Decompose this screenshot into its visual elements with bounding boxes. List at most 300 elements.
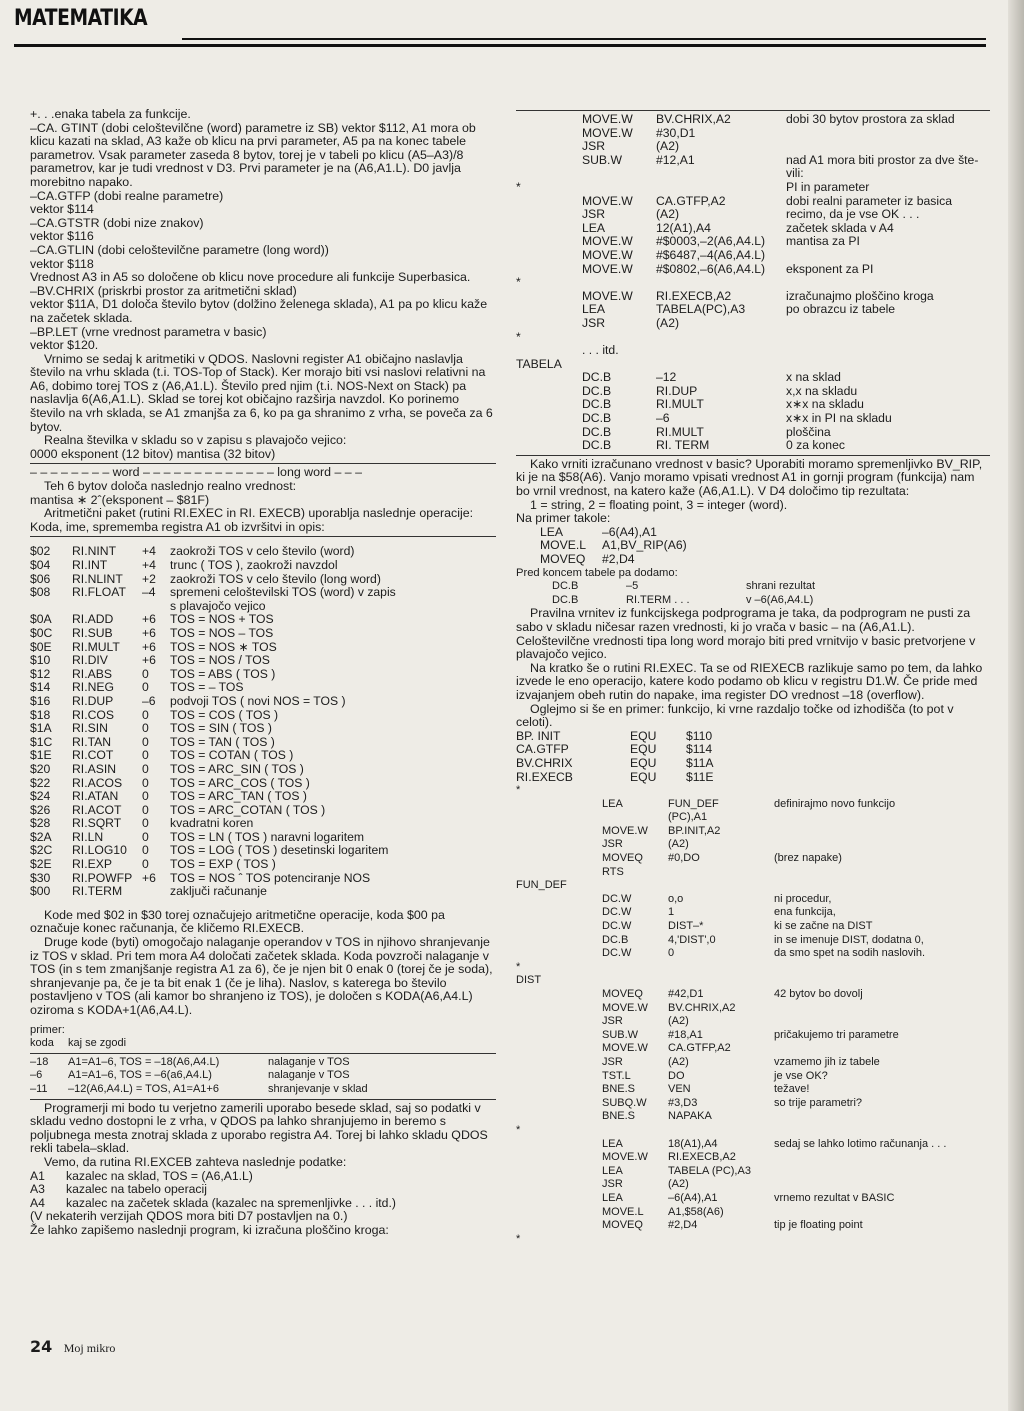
operation-row-cell xyxy=(30,600,72,614)
operation-row-cell: RI.ADD xyxy=(72,612,114,627)
paragraph-riexec: Na kratko še o rutini RI.EXEC. Ta se od RIEXECB razlikuje samo po tem, da lahko izvede le eno operacijo, katere kodo podamo ob klicu v registru D1.W. Če pride med izvajanjem obeh rutin do napake, ima register DO vrednost –18 (overflow). xyxy=(516,660,983,702)
example-row-cell: –18 xyxy=(30,1055,49,1068)
operation-row-cell: +4 xyxy=(142,544,156,559)
code-line-cell xyxy=(774,879,882,893)
operation-row-cell: $0A xyxy=(30,612,52,627)
code-line-cell: TABELA xyxy=(516,356,562,371)
mantissa-formula: mantisa ∗ 2ˆ(eksponent – $81F) xyxy=(30,492,210,507)
operation-row-cell: RI.DUP xyxy=(72,693,114,708)
operation-row-cell: RI.LOG10 xyxy=(72,843,127,858)
operation-row xyxy=(30,681,496,695)
code-line xyxy=(540,526,780,540)
code-line-cell: * xyxy=(516,179,521,194)
code-line-cell: 0 za konec xyxy=(786,438,845,453)
operation-row-cell: 0 xyxy=(142,734,149,749)
example-row-cell: A1=A1–6, TOS = –6(a6,A4.L) xyxy=(68,1069,212,1082)
operation-row-cell: +2 xyxy=(142,571,156,586)
code-line-cell xyxy=(786,317,990,331)
operation-row-cell: TOS = NOS / TOS xyxy=(170,653,270,668)
code-line-cell: MOVE.W xyxy=(602,1042,648,1055)
code-line xyxy=(540,539,780,553)
operation-row-cell: RI.COS xyxy=(72,707,114,722)
intro-line: Vrednost A3 in A5 so določene ob klicu nove procedure ali funkcije Superbasica. xyxy=(30,270,471,285)
code-line-cell xyxy=(516,412,582,426)
code-line-cell: #$0003,–2(A6,A4.L) xyxy=(656,234,766,249)
code-line-cell xyxy=(774,1178,882,1192)
code-line-cell: (A2) xyxy=(656,207,680,222)
operation-row-cell: $18 xyxy=(30,707,51,722)
divider xyxy=(30,1099,496,1100)
equ-line-cell: $114 xyxy=(686,742,713,757)
operation-row-cell: $12 xyxy=(30,666,51,681)
operation-row-cell xyxy=(142,885,170,899)
code-line-cell: vrnemo rezultat v BASIC xyxy=(774,1191,895,1204)
operation-row xyxy=(30,559,496,573)
operation-row-cell: RI.ABS xyxy=(72,666,112,681)
code-line xyxy=(516,127,990,141)
code-line-cell xyxy=(516,811,602,825)
code-line-cell xyxy=(516,1178,602,1192)
code-line xyxy=(516,140,990,154)
operation-row-cell: $2C xyxy=(30,843,53,858)
code-line-cell xyxy=(668,866,774,880)
operation-row-cell: –4 xyxy=(142,585,156,600)
code-line xyxy=(516,1097,990,1111)
code-line-cell: po obrazcu iz tabele xyxy=(786,302,896,317)
requirement-row xyxy=(30,1183,496,1197)
operation-row-cell xyxy=(142,600,170,614)
code-line-cell xyxy=(516,1206,602,1220)
operation-row-cell: trunc ( TOS ), zaokroži navzdol xyxy=(170,558,338,572)
operation-row-cell: RI.ATAN xyxy=(72,789,119,804)
operation-row-cell: 0 xyxy=(142,666,149,681)
operation-row-cell: RI.MULT xyxy=(72,639,120,654)
left-column xyxy=(30,108,496,1338)
paragraph-stack-naming: Programerji mi bodo tu verjetno zamerili uporabo besede sklad, saj so podatki v skladu vedno dostopni le z vrha, v QDOS pa lahko shranjujemo in beremo s poljubnega mesta znotraj sklada z uporabo registra A4. Torej bi lahko skladu QDOS rekli tabela–sklad. xyxy=(30,1100,488,1156)
code-line-cell xyxy=(516,825,602,839)
code-line-cell xyxy=(602,974,668,988)
code-line-cell: #3,D3 xyxy=(668,1096,698,1109)
word-layout-line: – – – – – – – – word – – – – – – – – – – – – – long word – – – xyxy=(30,465,363,480)
code-line xyxy=(516,1124,990,1138)
example-header-row xyxy=(30,1037,496,1051)
operation-row-cell: TOS = NOS + TOS xyxy=(170,612,274,627)
code-line xyxy=(516,920,990,934)
code-line-cell: . . . itd. xyxy=(582,343,619,358)
code-line xyxy=(516,1002,990,1016)
example-row-cell: nalaganje v TOS xyxy=(268,1055,350,1068)
operation-row-cell: $28 xyxy=(30,816,51,831)
code-line xyxy=(516,195,990,209)
operation-row xyxy=(30,885,496,899)
code-line-cell: * xyxy=(516,1123,521,1136)
operation-row-cell: RI.TAN xyxy=(72,734,112,749)
intro-list xyxy=(30,108,496,353)
paragraph-other-codes: Druge kode (byti) omogočajo nalaganje operandov v TOS in njihovo shranjevanje iz TOS v sklad. Pri tem mora A4 določati začetek sklada. Koda povzroči nalaganje v TOS (in s tem zmanjšanje registra A1 za 6), če je njen bit 0 enak 0 (torej če je soda), shranjevanje pa, če je ta bit enak 1 (če je liha). Naslov, s katerega bo število postavljeno v TOS (ali kamor bo shranjeno iz TOS), je določen s KODA(A6,A4.L) oziroma s KODA+1(A6,A4.L). xyxy=(30,935,493,1017)
code-line-cell xyxy=(516,934,602,948)
code-line-cell: pričakujemo tri parametre xyxy=(774,1028,899,1041)
code-line xyxy=(516,906,990,920)
code-line-cell: vzamemo jih iz tabele xyxy=(774,1055,880,1068)
operation-row xyxy=(30,858,496,872)
equ-line xyxy=(516,743,776,757)
code-line xyxy=(516,1110,990,1124)
operation-row-cell: TOS = TAN ( TOS ) xyxy=(170,734,275,749)
code-line xyxy=(516,1042,990,1056)
code-line-cell: BNE.S xyxy=(602,1110,636,1123)
operation-row xyxy=(30,831,496,845)
code-line-cell xyxy=(516,1056,602,1070)
operation-row-cell: $24 xyxy=(30,789,51,804)
code-line-cell: DC.W xyxy=(602,920,632,933)
right-column xyxy=(516,108,990,1348)
paragraph-distance-example: Oglejmo si še en primer: funkcijo, ki vrne razdaljo točke od izhodišča (to pot v celoti). xyxy=(516,701,954,730)
operation-row-cell: $2E xyxy=(30,857,52,872)
operation-row-cell: TOS = LN ( TOS ) naravni logaritem xyxy=(170,829,365,844)
operation-row-cell: 0 xyxy=(142,707,149,722)
operation-row-cell: RI.SUB xyxy=(72,625,113,640)
code-line-cell: JSR xyxy=(602,1178,623,1191)
code-line xyxy=(516,317,990,331)
operation-row-cell: +6 xyxy=(142,653,156,668)
code-line-cell xyxy=(516,113,582,127)
operation-row xyxy=(30,600,496,614)
code-listing-return xyxy=(540,526,780,567)
code-line xyxy=(516,825,990,839)
operation-row-cell: RI.INT xyxy=(72,558,108,572)
code-line-cell xyxy=(516,398,582,412)
operation-row-cell: RI.TERM xyxy=(72,884,123,899)
example-table-header xyxy=(30,1037,496,1051)
operation-row-cell: zaključi računanje xyxy=(170,884,267,899)
code-line-cell: RI.MULT xyxy=(656,424,704,439)
code-line-cell xyxy=(582,331,656,345)
code-line xyxy=(516,412,990,426)
code-line-cell: MOVE.W xyxy=(582,288,633,303)
example-header-cell: kaj se zgodi xyxy=(68,1037,127,1050)
operation-row-cell: –6 xyxy=(142,693,156,708)
operation-row-cell: $20 xyxy=(30,761,51,776)
ops-table-caption: Koda, ime, sprememba registra A1 ob izvršitvi in opis: xyxy=(30,519,325,534)
code-line-cell: MOVE.W xyxy=(602,1151,648,1164)
operation-row-cell: $04 xyxy=(30,558,51,572)
code-line xyxy=(516,1083,990,1097)
operation-row xyxy=(30,668,496,682)
code-line-cell: RI.DUP xyxy=(656,383,698,398)
operation-row-cell: $00 xyxy=(30,884,51,899)
intro-line: –BP.LET (vrne vrednost parametra v basic) xyxy=(30,324,267,339)
operation-row xyxy=(30,872,496,886)
intro-line: +. . .enaka tabela za funkcije. xyxy=(30,107,191,121)
code-line-cell xyxy=(516,1110,602,1124)
code-line-cell: DC.B xyxy=(582,397,612,412)
operation-row-cell: RI.FLOAT xyxy=(72,585,126,600)
equ-line-cell: RI.EXECB xyxy=(516,769,573,784)
code-line-cell: DC.B xyxy=(582,383,612,398)
code-line-cell: VEN xyxy=(668,1083,691,1096)
code-line-cell: (A2) xyxy=(668,1178,689,1191)
code-line-cell: #42,D1 xyxy=(668,988,704,1000)
code-line xyxy=(516,879,990,893)
operation-row xyxy=(30,613,496,627)
code-line-cell: (PC),A1 xyxy=(668,811,708,824)
equ-line-cell: $11A xyxy=(686,755,714,770)
operation-row-cell: 0 xyxy=(142,761,149,776)
code-line-cell: RI.MULT xyxy=(656,397,704,412)
code-line-cell xyxy=(516,798,602,812)
example-row xyxy=(30,1069,496,1083)
intro-line: –CA.GTLIN (dobi celoštevilčne parametre (long word)) xyxy=(30,242,329,257)
code-line-cell: in se imenuje DIST, dodatna 0, xyxy=(774,933,924,946)
code-line-cell xyxy=(516,235,582,249)
code-line-cell: izračunajmo ploščino kroga xyxy=(786,288,934,303)
operation-row-cell: 0 xyxy=(142,789,149,804)
paragraph-float-format: Realna številka v skladu so v zapisu s plavajočo vejico: xyxy=(44,433,347,448)
code-line-cell xyxy=(516,920,602,934)
code-line xyxy=(516,784,990,798)
code-line xyxy=(552,594,912,608)
code-line-cell xyxy=(516,195,582,209)
code-line xyxy=(516,1015,990,1029)
operation-row-cell: $22 xyxy=(30,775,51,790)
equ-line-cell: EQU xyxy=(630,728,657,743)
code-line-cell xyxy=(774,784,882,798)
code-line-cell: je vse OK? xyxy=(774,1069,828,1082)
code-line-cell: DC.B xyxy=(582,438,612,453)
code-line-cell: o,o xyxy=(668,892,684,905)
code-line-cell: FUN_DEF xyxy=(516,879,567,892)
example-row-cell: A1=A1–6, TOS = –18(A6,A4.L) xyxy=(68,1055,220,1068)
operation-row-cell: 0 xyxy=(142,829,149,844)
code-line-cell: SUB.W xyxy=(602,1028,639,1041)
code-line-cell: BV.CHRIX,A2 xyxy=(656,112,731,126)
operation-row-cell: kvadratni koren xyxy=(170,816,254,831)
code-line-cell: RI.TERM . . . xyxy=(626,593,690,606)
code-line-cell xyxy=(516,127,582,141)
code-line-cell: MOVE.L xyxy=(540,538,587,553)
code-line-cell: težave! xyxy=(774,1083,810,1096)
code-line-cell: LEA xyxy=(602,797,623,810)
code-line-cell: RTS xyxy=(602,865,624,878)
code-line-cell: (A2) xyxy=(656,139,680,154)
operation-row-cell: TOS = EXP ( TOS ) xyxy=(170,857,276,872)
code-line-cell: JSR xyxy=(602,1015,623,1028)
code-line-cell: BP.INIT,A2 xyxy=(668,824,721,837)
operation-row xyxy=(30,573,496,587)
code-line-cell: (brez napake) xyxy=(774,852,842,865)
operation-row-cell: 0 xyxy=(142,680,149,695)
operation-row-cell: $1C xyxy=(30,734,53,749)
code-line-cell: DC.B xyxy=(582,370,612,385)
code-line-cell xyxy=(656,331,786,345)
code-line-cell xyxy=(516,140,582,154)
code-line-cell xyxy=(582,276,656,290)
code-line-cell xyxy=(668,1124,774,1138)
operation-row xyxy=(30,790,496,804)
code-line-cell: MOVE.W xyxy=(602,1001,648,1014)
code-line-cell: PI in parameter xyxy=(786,179,870,194)
operation-row-cell: RI.NLINT xyxy=(72,571,123,586)
code-line-cell xyxy=(516,208,582,222)
requirement-row-cell: A1 xyxy=(30,1168,45,1183)
code-line-cell: DIST–* xyxy=(668,920,704,933)
operation-row-cell: +6 xyxy=(142,625,156,640)
code-line-cell: RI. TERM xyxy=(656,438,710,453)
code-line-cell xyxy=(668,961,774,975)
operation-row-cell: TOS = COS ( TOS ) xyxy=(170,707,279,722)
code-line-cell: vili: xyxy=(786,166,804,181)
code-line-cell: #$0802,–6(A6,A4.L) xyxy=(656,261,766,276)
code-line xyxy=(516,426,990,440)
code-line xyxy=(516,1206,990,1220)
code-line xyxy=(516,154,990,168)
section-title: MATEMATIKA xyxy=(14,6,148,31)
code-line-cell: * xyxy=(516,1232,521,1245)
code-line-cell: MOVE.W xyxy=(602,824,648,837)
code-line-cell xyxy=(774,811,882,825)
operation-row-cell: $1A xyxy=(30,721,52,736)
operation-row-cell: 0 xyxy=(142,816,149,831)
code-line xyxy=(516,303,990,317)
code-line-cell: DC.B xyxy=(582,424,612,439)
operation-row-cell: $08 xyxy=(30,585,51,600)
result-types-line: 1 = string, 2 = floating point, 3 = integer (word). xyxy=(530,497,788,512)
operation-row-cell: RI.SQRT xyxy=(72,816,122,831)
code-line-cell: DO xyxy=(668,1069,685,1082)
page-footer xyxy=(30,1337,330,1364)
code-line-cell: 42 bytov bo dovolj xyxy=(774,988,863,1000)
header-rule-bottom xyxy=(14,44,986,47)
code-line-cell: DIST xyxy=(516,974,542,987)
intro-line: –CA. GTINT (dobi celoštevilčne (word) parametre iz SB) vektor $112, A1 mora ob klicu kazati na sklad, A3 kaže ob klicu na prvi parameter, A5 pa na konec tabele parametrov. Vsak parameter zaseda 8 bytov, torej je v tabeli po klicu (A5–A3)/8 parametrov, kar je tudi vrednost v D3. Prvi parameter je na (A6,A1.L). D0 javlja morebitno napako. xyxy=(30,120,476,189)
equ-line-cell: EQU xyxy=(630,769,657,784)
float-format-line: 0000 eksponent (12 bitov) mantisa (32 bitov) xyxy=(30,446,276,461)
code-line-cell xyxy=(516,385,582,399)
code-line-cell: * xyxy=(516,960,521,973)
code-line-cell xyxy=(774,1151,882,1165)
code-line-cell: DC.B xyxy=(602,933,629,946)
code-line-cell: 1 xyxy=(668,906,675,919)
code-line-cell: LEA xyxy=(602,1137,623,1150)
code-line xyxy=(516,1165,990,1179)
code-line-cell xyxy=(774,838,882,852)
code-line-cell: CA.GTFP,A2 xyxy=(656,193,726,208)
equ-line xyxy=(516,730,776,744)
code-line xyxy=(516,934,990,948)
paragraph-arith-package: Aritmetični paket (rutini RI.EXEC in RI. EXECB) uporablja naslednje operacije: xyxy=(44,506,474,521)
divider xyxy=(516,455,990,456)
table-end-intro: Pred koncem tabele pa dodamo: xyxy=(516,566,678,579)
code-line xyxy=(516,811,990,825)
equ-line-cell: BP. INIT xyxy=(516,728,561,743)
code-line-cell: #0,DO xyxy=(668,852,700,865)
intro-line: –CA.GTSTR (dobi nize znakov) xyxy=(30,215,204,230)
code-line-cell: MOVEQ xyxy=(540,552,586,566)
operation-row-cell xyxy=(72,600,142,614)
code-line-cell: ni procedur, xyxy=(774,892,832,905)
code-line-cell xyxy=(786,344,990,358)
operation-row-cell: $0C xyxy=(30,625,53,640)
operation-row-cell: +4 xyxy=(142,558,156,572)
code-line-cell xyxy=(774,866,882,880)
operation-row-cell: $02 xyxy=(30,544,51,559)
operation-row-cell: $10 xyxy=(30,653,51,668)
code-line-cell: (A2) xyxy=(668,838,689,851)
operation-row-cell: zaokroži TOS v celo število (long word) xyxy=(170,571,381,586)
code-line-cell: JSR xyxy=(582,315,606,330)
code-line-cell: DC.B xyxy=(582,411,612,426)
equ-line xyxy=(516,757,776,771)
example-row-cell: shranjevanje v sklad xyxy=(268,1082,368,1095)
code-line xyxy=(516,1138,990,1152)
paragraph-requirements: Vemo, da rutina RI.EXCEB zahteva naslednje podatke: xyxy=(44,1154,347,1169)
operations-table xyxy=(30,545,496,898)
code-line-cell xyxy=(516,1002,602,1016)
code-line xyxy=(516,113,990,127)
code-line-cell: SUBQ.W xyxy=(602,1096,647,1109)
operation-row xyxy=(30,749,496,763)
code-line xyxy=(516,852,990,866)
example-row-cell: –11 xyxy=(30,1082,48,1095)
intro-line: –BV.CHRIX (priskrbi prostor za aritmetični sklad) xyxy=(30,283,297,298)
code-line-cell xyxy=(774,974,882,988)
code-line xyxy=(516,222,990,236)
operation-row-cell: $06 xyxy=(30,571,51,586)
code-line-cell xyxy=(602,1233,668,1247)
code-line-cell: JSR xyxy=(602,838,623,851)
operation-row-cell: RI.DIV xyxy=(72,653,108,668)
code-line-cell: DC.B xyxy=(552,580,579,593)
operation-row-cell: podvoji TOS ( novi NOS = TOS ) xyxy=(170,693,346,708)
operation-row-cell: TOS = ARC_COTAN ( TOS ) xyxy=(170,802,326,817)
paragraph-return-value: Kako vrniti izračunano vrednost v basic? Uporabiti moramo spremenljivko BV_RIP, ki je na $58(A6). Vanjo moramo vpisati vrednost A1 in gornji program (funkcija) nam bo vrnil vrednost, na katero kaže (A6,A1.L). V D4 določimo tip rezultata: xyxy=(516,456,983,499)
code-line xyxy=(516,1070,990,1084)
example-row-cell: –6 xyxy=(30,1069,43,1082)
code-line-cell xyxy=(516,1138,602,1152)
code-line xyxy=(516,439,990,453)
operation-row-cell: 0 xyxy=(142,843,149,858)
code-line-cell: FUN_DEF xyxy=(668,797,719,810)
operation-row-cell: TOS = COTAN ( TOS ) xyxy=(170,748,294,763)
equ-line-cell: $11E xyxy=(686,769,714,784)
code-line-cell: sedaj se lahko lotimo računanja . . . xyxy=(774,1137,947,1150)
divider xyxy=(30,536,496,537)
example-header-cell: koda xyxy=(30,1037,54,1050)
operation-row-cell: $2A xyxy=(30,829,52,844)
code-line xyxy=(516,947,990,961)
code-line-cell xyxy=(516,866,602,880)
code-line-cell: DC.W xyxy=(602,906,632,919)
paragraph-stack: Vrnimo se sedaj k aritmetiki v QDOS. Naslovni register A1 običajno naslavlja število na vrhu sklada (t.i. TOS-Top of Stack). Ker morajo biti vsi naslovi relativni na A6, dobimo torej TOS z (A6,A1.L). Število pred njim (t.i. NOS-Next on Stack) pa naslavlja 6(A6,A1.L). Sklad se torej kot običajno razširja navzdol. Ko porinemo število na vrh sklada, se A1 zmanjša za 6, ko pa ga shranimo z vrha, se poveča za 6 bytov. xyxy=(30,351,493,434)
code-line-cell xyxy=(668,1233,774,1247)
code-line-cell xyxy=(516,906,602,920)
example-row-cell: –12(A6,A4.L) = TOS, A1=A1+6 xyxy=(68,1082,219,1095)
operation-row xyxy=(30,654,496,668)
page-header xyxy=(14,6,986,50)
code-line-cell xyxy=(668,974,774,988)
operation-row-cell: RI.ACOT xyxy=(72,802,122,817)
code-line xyxy=(552,580,912,594)
code-line-cell xyxy=(516,1165,602,1179)
operation-row-cell: RI.SIN xyxy=(72,721,108,736)
code-line xyxy=(516,344,990,358)
code-line-cell xyxy=(516,317,582,331)
operation-row-cell: TOS = ARC_TAN ( TOS ) xyxy=(170,789,307,804)
code-line-cell: DC.W xyxy=(602,892,632,905)
equ-line-cell: BV.CHRIX xyxy=(516,755,573,770)
operation-row xyxy=(30,817,496,831)
example-row xyxy=(30,1083,496,1097)
